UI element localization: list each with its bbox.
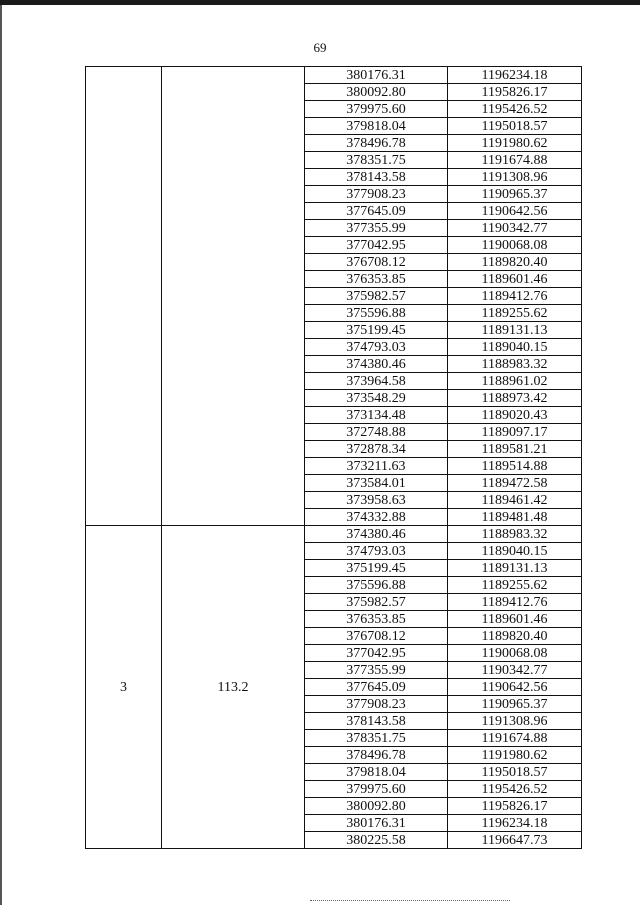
- coordinate-y-cell: 1189472.58: [448, 475, 582, 492]
- coordinate-x-cell: 372878.34: [305, 441, 448, 458]
- coordinate-x-cell: 376708.12: [305, 254, 448, 271]
- coordinate-y-cell: 1191308.96: [448, 169, 582, 186]
- coordinate-x-cell: 375596.88: [305, 577, 448, 594]
- coordinate-y-cell: 1191980.62: [448, 747, 582, 764]
- coordinate-x-cell: 374380.46: [305, 356, 448, 373]
- coordinate-y-cell: 1190642.56: [448, 679, 582, 696]
- plot-area-cell: [162, 67, 305, 526]
- coordinate-y-cell: 1189820.40: [448, 628, 582, 645]
- coordinate-x-cell: 373134.48: [305, 407, 448, 424]
- coordinate-y-cell: 1196647.73: [448, 832, 582, 849]
- coordinate-x-cell: 377355.99: [305, 662, 448, 679]
- page-number: 69: [313, 40, 327, 55]
- scan-edge-bottom: [310, 900, 510, 903]
- coordinate-y-cell: 1189255.62: [448, 305, 582, 322]
- coordinate-x-cell: 374793.03: [305, 339, 448, 356]
- coordinate-y-cell: 1189514.88: [448, 458, 582, 475]
- coordinate-x-cell: 373211.63: [305, 458, 448, 475]
- coordinate-x-cell: 375199.45: [305, 560, 448, 577]
- coordinate-y-cell: 1190642.56: [448, 203, 582, 220]
- coordinate-x-cell: 377908.23: [305, 696, 448, 713]
- coordinate-y-cell: 1189820.40: [448, 254, 582, 271]
- coordinate-x-cell: 379818.04: [305, 764, 448, 781]
- coordinate-y-cell: 1189481.48: [448, 509, 582, 526]
- coordinate-y-cell: 1189131.13: [448, 322, 582, 339]
- coordinate-y-cell: 1188983.32: [448, 356, 582, 373]
- coordinate-y-cell: 1189040.15: [448, 339, 582, 356]
- coordinate-x-cell: 378351.75: [305, 730, 448, 747]
- coordinate-x-cell: 380176.31: [305, 815, 448, 832]
- coordinate-y-cell: 1188973.42: [448, 390, 582, 407]
- coordinate-y-cell: 1195826.17: [448, 84, 582, 101]
- coordinate-y-cell: 1189255.62: [448, 577, 582, 594]
- coordinate-y-cell: 1189461.42: [448, 492, 582, 509]
- coordinate-x-cell: 378351.75: [305, 152, 448, 169]
- coordinate-x-cell: 377355.99: [305, 220, 448, 237]
- coordinate-x-cell: 379975.60: [305, 101, 448, 118]
- coordinate-y-cell: 1191980.62: [448, 135, 582, 152]
- coordinate-y-cell: 1191674.88: [448, 152, 582, 169]
- coordinate-x-cell: 374380.46: [305, 526, 448, 543]
- scan-edge-top: [0, 0, 640, 5]
- coordinate-y-cell: 1189412.76: [448, 288, 582, 305]
- coordinate-y-cell: 1189040.15: [448, 543, 582, 560]
- coordinate-x-cell: 373548.29: [305, 390, 448, 407]
- coordinate-y-cell: 1189601.46: [448, 271, 582, 288]
- coordinate-x-cell: 378143.58: [305, 169, 448, 186]
- coordinate-x-cell: 380225.58: [305, 832, 448, 849]
- coordinate-x-cell: 373964.58: [305, 373, 448, 390]
- coordinate-x-cell: 377908.23: [305, 186, 448, 203]
- coordinate-x-cell: 373584.01: [305, 475, 448, 492]
- plot-number-cell: 3: [86, 526, 162, 849]
- coordinate-x-cell: 376708.12: [305, 628, 448, 645]
- coordinate-y-cell: 1188983.32: [448, 526, 582, 543]
- coordinate-y-cell: 1189412.76: [448, 594, 582, 611]
- coordinate-y-cell: 1190965.37: [448, 186, 582, 203]
- coordinate-y-cell: 1189601.46: [448, 611, 582, 628]
- coordinate-x-cell: 375982.57: [305, 594, 448, 611]
- coordinate-x-cell: 379975.60: [305, 781, 448, 798]
- coordinate-x-cell: 377042.95: [305, 645, 448, 662]
- scan-edge-left: [0, 5, 2, 905]
- table-row: [86, 526, 582, 543]
- coordinate-x-cell: 376353.85: [305, 271, 448, 288]
- coordinate-y-cell: 1195426.52: [448, 781, 582, 798]
- coordinate-y-cell: 1191674.88: [448, 730, 582, 747]
- coordinate-x-cell: 377645.09: [305, 203, 448, 220]
- coordinate-x-cell: 375982.57: [305, 288, 448, 305]
- coordinate-x-cell: 375596.88: [305, 305, 448, 322]
- coordinate-y-cell: 1196234.18: [448, 67, 582, 84]
- coordinate-x-cell: 374332.88: [305, 509, 448, 526]
- plot-area-cell: 113.2: [162, 526, 305, 849]
- coordinate-x-cell: 375199.45: [305, 322, 448, 339]
- coordinate-x-cell: 376353.85: [305, 611, 448, 628]
- coordinate-x-cell: 380092.80: [305, 84, 448, 101]
- coordinate-y-cell: 1189581.21: [448, 441, 582, 458]
- coordinate-y-cell: 1191308.96: [448, 713, 582, 730]
- coordinate-y-cell: 1190342.77: [448, 220, 582, 237]
- coordinate-x-cell: 379818.04: [305, 118, 448, 135]
- coordinate-y-cell: 1189097.17: [448, 424, 582, 441]
- plot-number-cell: [86, 67, 162, 526]
- coordinate-y-cell: 1189020.43: [448, 407, 582, 424]
- coordinate-y-cell: 1195018.57: [448, 118, 582, 135]
- coordinate-y-cell: 1190068.08: [448, 645, 582, 662]
- coordinates-table: [85, 66, 582, 849]
- coordinate-y-cell: 1195018.57: [448, 764, 582, 781]
- coordinate-y-cell: 1190965.37: [448, 696, 582, 713]
- coordinate-x-cell: 378496.78: [305, 747, 448, 764]
- coordinate-x-cell: 377645.09: [305, 679, 448, 696]
- coordinate-y-cell: 1195826.17: [448, 798, 582, 815]
- coordinate-x-cell: 378496.78: [305, 135, 448, 152]
- coordinate-y-cell: 1188961.02: [448, 373, 582, 390]
- coordinate-x-cell: 380092.80: [305, 798, 448, 815]
- coordinate-y-cell: 1190342.77: [448, 662, 582, 679]
- coordinate-x-cell: 374793.03: [305, 543, 448, 560]
- coordinate-x-cell: 377042.95: [305, 237, 448, 254]
- coordinate-x-cell: 373958.63: [305, 492, 448, 509]
- coordinate-x-cell: 380176.31: [305, 67, 448, 84]
- coordinate-y-cell: 1196234.18: [448, 815, 582, 832]
- coordinate-x-cell: 378143.58: [305, 713, 448, 730]
- coordinate-y-cell: 1195426.52: [448, 101, 582, 118]
- table-row: [86, 67, 582, 84]
- coordinate-x-cell: 372748.88: [305, 424, 448, 441]
- coordinate-y-cell: 1189131.13: [448, 560, 582, 577]
- coordinate-y-cell: 1190068.08: [448, 237, 582, 254]
